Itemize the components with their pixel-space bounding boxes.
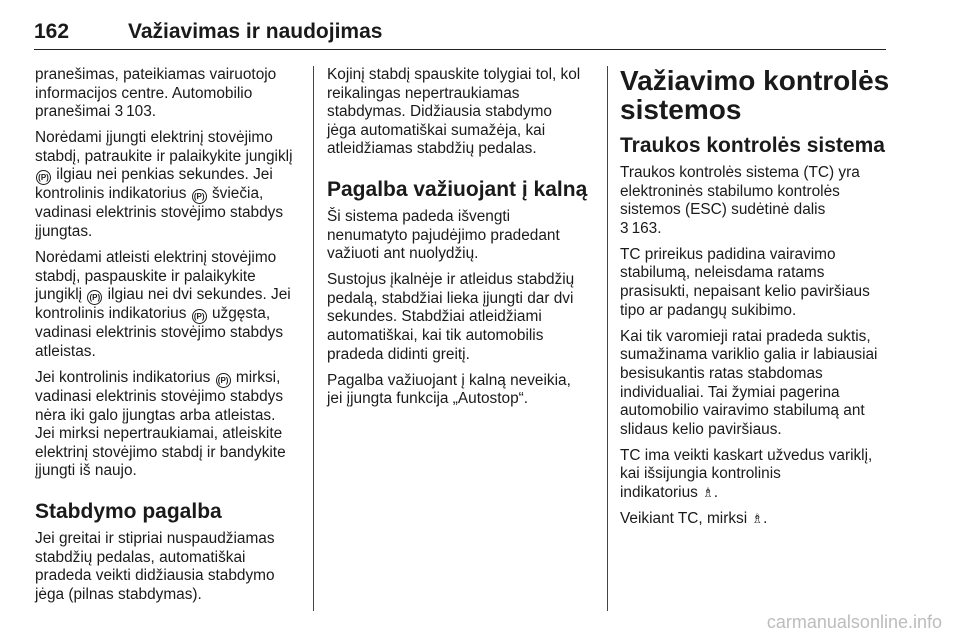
paragraph: Ši sistema padeda išvengti nenumatyto pajudėjimo pradedant važiuoti ant nuolydžių. [327, 207, 560, 263]
paragraph: Jei kontrolinis indikatorius (P) mirksi, vadinasi elektrinis stovėjimo stabdys nėra iki galo įjungtas arba atleistas. Jei mirksi nepertraukiamai, atleiskite elektrinį stovėjimo stabdį ir bandykite įjungti iš naujo. [35, 369, 286, 480]
page-number: 162 [34, 20, 70, 43]
parking-brake-icon: (P) [36, 170, 51, 185]
reference-arrow-icon: 3 [114, 103, 124, 121]
paragraph: Sustojus įkalnėje ir atleidus stabdžių pedalą, stabdžiai lieka įjungti dar dvi sekundes. Stabdžiai atleidžiami automatiškai, kai tik automobilis pradeda didinti greitį. [327, 271, 575, 363]
section-heading: Pagalba važiuojant į kalną [327, 177, 588, 201]
section-heading: Stabdymo pagalba [35, 500, 222, 523]
column-3 [620, 66, 888, 536]
section-heading: Traukos kontrolės sistema [620, 134, 885, 157]
traction-control-off-icon: ♗ [702, 485, 714, 500]
watermark: carmanualsonline.info [766, 612, 942, 632]
paragraph: Kojinį stabdį spauskite tolygiai tol, kol reikalingas nepertraukiamas stabdymas. Didžiausia stabdymo jėga automatiškai sumažėja, kai atleidžiamas stabdžių pedalas. [327, 66, 581, 158]
column-2 [327, 66, 595, 416]
column-divider-1 [313, 66, 314, 611]
column-divider-2 [607, 66, 608, 611]
paragraph: pranešimas, pateikiamas vairuotojo informacijos centre. Automobilio pranešimai 3 103. [35, 66, 277, 121]
paragraph: TC prireikus padidina vairavimo stabilumą, neleisdama ratams prasisukti, nepaisant kelio paviršiaus tipo ar padangų sukibimo. [620, 245, 870, 319]
paragraph: Norėdami atleisti elektrinį stovėjimo stabdį, paspauskite ir palaikykite jungiklį (P) ilgiau nei dvi sekundes. Jei kontrolinis indikatorius (P) užgęsta, vadinasi elektrinis stovėjimo stabdys atleistas. [35, 249, 291, 360]
paragraph: Traukos kontrolės sistema (TC) yra elektroninės stabilumo kontrolės sistemos (ESC) sudėtinė dalis 3 163. [620, 164, 860, 237]
chapter-title: Važiavimas ir naudojimas [128, 20, 383, 43]
parking-brake-icon: (P) [192, 189, 207, 204]
traction-control-icon: ♗ [751, 511, 764, 527]
paragraph: Veikiant TC, mirksi ♗. [620, 510, 768, 528]
paragraph: Kai tik varomieji ratai pradeda suktis, sumažinama variklio galia ir labiausiai besisukantis ratas stabdomas individualiai. Tai žymiai pagerina automobilio vairavimo stabilumą ant slidaus kelio paviršiaus. [620, 327, 878, 438]
parking-brake-icon: (P) [192, 309, 207, 324]
chapter-heading: Važiavimo kontrolės sistemos [620, 65, 890, 125]
paragraph: Norėdami įjungti elektrinį stovėjimo stabdį, patraukite ir palaikykite jungiklį (P) ilgiau nei penkias sekundes. Jei kontrolinis indikatorius (P) šviečia, vadinasi elektrinis stovėjimo stabdys įjungtas. [35, 129, 293, 241]
column-1 [35, 66, 301, 612]
parking-brake-icon: (P) [216, 373, 231, 388]
paragraph: Pagalba važiuojant į kalną neveikia, jei įjungta funkcija „Autostop“. [327, 371, 571, 408]
parking-brake-icon: (P) [87, 290, 102, 305]
reference-arrow-icon: 3 [620, 219, 629, 237]
paragraph: Jei greitai ir stipriai nuspaudžiamas stabdžių pedalas, automatiškai pradeda veikti didžiausia stabdymo jėga (pilnas stabdymas). [35, 530, 275, 603]
paragraph: TC ima veikti kaskart užvedus variklį, kai išsijungia kontrolinis indikatorius ♗. [620, 446, 873, 501]
header-rule [34, 49, 886, 50]
page-header [34, 20, 886, 54]
